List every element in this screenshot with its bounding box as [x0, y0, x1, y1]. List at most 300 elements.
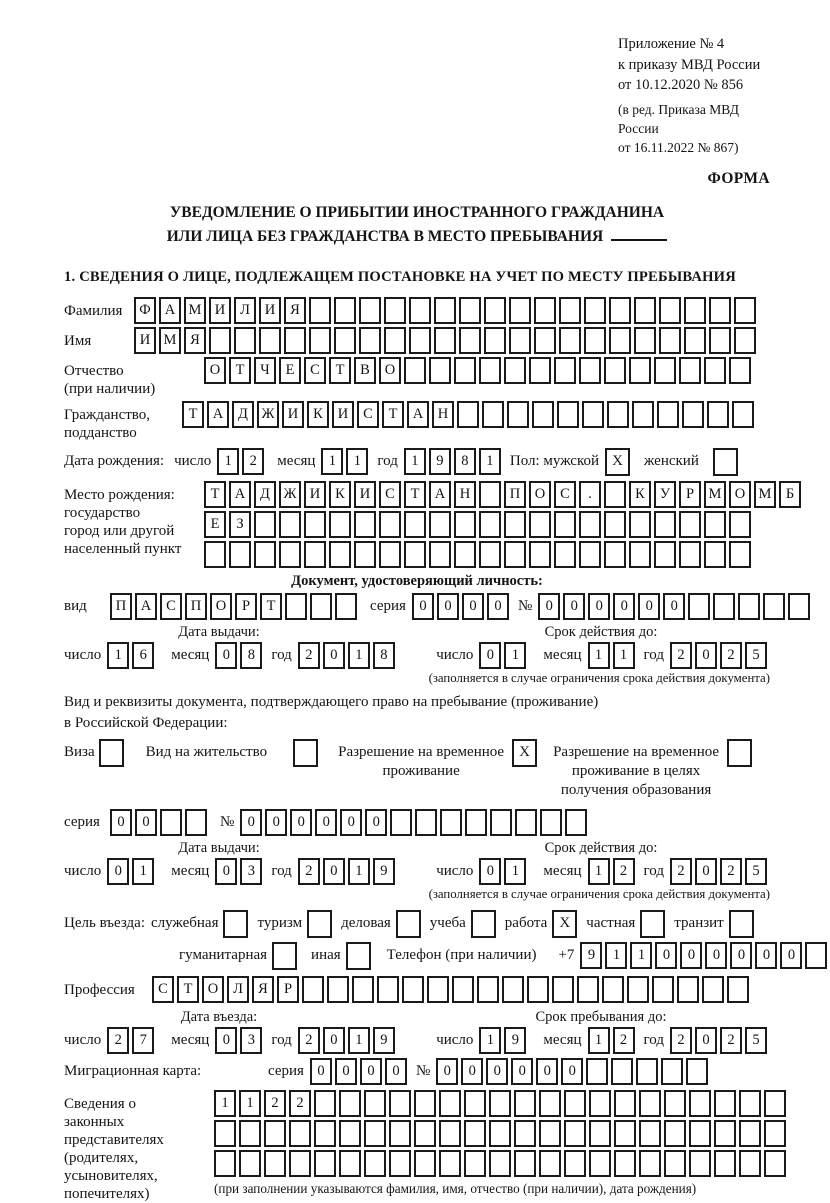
char-cell[interactable]	[304, 541, 326, 568]
char-cell[interactable]: 0	[486, 1058, 508, 1085]
char-cell[interactable]: 0	[462, 593, 484, 620]
char-cell[interactable]	[302, 976, 324, 1003]
char-cell[interactable]: 0	[290, 809, 312, 836]
char-cell[interactable]: А	[407, 401, 429, 428]
char-cell[interactable]	[334, 297, 356, 324]
char-cell[interactable]	[314, 1150, 336, 1177]
char-cell[interactable]	[507, 401, 529, 428]
char-cell[interactable]: 0	[437, 593, 459, 620]
char-cell[interactable]: 1	[239, 1090, 261, 1117]
char-cell[interactable]	[614, 1150, 636, 1177]
char-cell[interactable]	[738, 593, 760, 620]
char-cell[interactable]	[729, 357, 751, 384]
char-cell[interactable]	[459, 327, 481, 354]
purpose-checkbox-sluzhebnaya[interactable]	[223, 910, 248, 938]
char-cell[interactable]: 0	[323, 642, 345, 669]
char-cell[interactable]: 1	[404, 448, 426, 475]
char-cell[interactable]	[379, 511, 401, 538]
char-cell[interactable]: 0	[215, 858, 237, 885]
char-cell[interactable]	[684, 297, 706, 324]
char-cell[interactable]: П	[504, 481, 526, 508]
char-cell[interactable]	[679, 541, 701, 568]
char-cell[interactable]: 2	[298, 858, 320, 885]
char-cell[interactable]: И	[332, 401, 354, 428]
char-cell[interactable]: 1	[214, 1090, 236, 1117]
char-cell[interactable]	[689, 1090, 711, 1117]
char-cell[interactable]: 2	[242, 448, 264, 475]
char-cell[interactable]	[704, 511, 726, 538]
char-cell[interactable]	[264, 1120, 286, 1147]
char-cell[interactable]	[629, 357, 651, 384]
char-cell[interactable]	[504, 357, 526, 384]
char-cell[interactable]: 0	[755, 942, 777, 969]
char-cell[interactable]	[515, 809, 537, 836]
char-cell[interactable]	[352, 976, 374, 1003]
char-cell[interactable]: К	[329, 481, 351, 508]
char-cell[interactable]	[259, 327, 281, 354]
char-cell[interactable]	[579, 357, 601, 384]
char-cell[interactable]	[509, 327, 531, 354]
char-cell[interactable]	[504, 541, 526, 568]
char-cell[interactable]: .	[579, 481, 601, 508]
char-cell[interactable]	[464, 1120, 486, 1147]
char-cell[interactable]: 0	[613, 593, 635, 620]
char-cell[interactable]	[439, 1120, 461, 1147]
char-cell[interactable]: И	[134, 327, 156, 354]
char-cell[interactable]	[529, 511, 551, 538]
char-cell[interactable]	[589, 1120, 611, 1147]
char-cell[interactable]	[552, 976, 574, 1003]
char-cell[interactable]	[534, 297, 556, 324]
char-cell[interactable]: С	[160, 593, 182, 620]
char-cell[interactable]	[679, 357, 701, 384]
char-cell[interactable]	[465, 809, 487, 836]
char-cell[interactable]: 0	[638, 593, 660, 620]
purpose-checkbox-tranzit[interactable]	[729, 910, 754, 938]
char-cell[interactable]	[639, 1120, 661, 1147]
char-cell[interactable]: 9	[373, 858, 395, 885]
char-cell[interactable]: 0	[412, 593, 434, 620]
char-cell[interactable]	[264, 1150, 286, 1177]
char-cell[interactable]	[459, 297, 481, 324]
char-cell[interactable]: Т	[182, 401, 204, 428]
char-cell[interactable]	[454, 511, 476, 538]
char-cell[interactable]	[335, 593, 357, 620]
char-cell[interactable]: О	[729, 481, 751, 508]
char-cell[interactable]	[659, 327, 681, 354]
char-cell[interactable]: 9	[504, 1027, 526, 1054]
char-cell[interactable]: 2	[264, 1090, 286, 1117]
char-cell[interactable]: 0	[538, 593, 560, 620]
char-cell[interactable]	[554, 511, 576, 538]
char-cell[interactable]: 7	[132, 1027, 154, 1054]
char-cell[interactable]	[602, 976, 624, 1003]
char-cell[interactable]: У	[654, 481, 676, 508]
char-cell[interactable]	[739, 1150, 761, 1177]
char-cell[interactable]: 0	[107, 858, 129, 885]
char-cell[interactable]	[627, 976, 649, 1003]
char-cell[interactable]	[557, 401, 579, 428]
char-cell[interactable]	[704, 541, 726, 568]
char-cell[interactable]: 5	[745, 642, 767, 669]
char-cell[interactable]	[504, 511, 526, 538]
char-cell[interactable]: Т	[382, 401, 404, 428]
char-cell[interactable]	[160, 809, 182, 836]
char-cell[interactable]: 0	[110, 809, 132, 836]
char-cell[interactable]	[529, 357, 551, 384]
char-cell[interactable]: 0	[335, 1058, 357, 1085]
char-cell[interactable]	[634, 297, 656, 324]
char-cell[interactable]: 0	[461, 1058, 483, 1085]
char-cell[interactable]	[729, 541, 751, 568]
char-cell[interactable]: 1	[217, 448, 239, 475]
char-cell[interactable]: 1	[605, 942, 627, 969]
char-cell[interactable]: 1	[348, 642, 370, 669]
char-cell[interactable]	[279, 511, 301, 538]
char-cell[interactable]	[414, 1090, 436, 1117]
char-cell[interactable]	[559, 327, 581, 354]
temp-residence-edu-checkbox[interactable]	[727, 739, 752, 767]
char-cell[interactable]	[479, 357, 501, 384]
char-cell[interactable]: 0	[695, 858, 717, 885]
char-cell[interactable]: М	[184, 297, 206, 324]
char-cell[interactable]	[532, 401, 554, 428]
char-cell[interactable]: О	[529, 481, 551, 508]
char-cell[interactable]: 8	[240, 642, 262, 669]
char-cell[interactable]: 2	[289, 1090, 311, 1117]
char-cell[interactable]: 0	[135, 809, 157, 836]
char-cell[interactable]: 9	[580, 942, 602, 969]
char-cell[interactable]	[409, 297, 431, 324]
char-cell[interactable]: Т	[177, 976, 199, 1003]
char-cell[interactable]: 0	[663, 593, 685, 620]
purpose-checkbox-delovaya[interactable]	[396, 910, 421, 938]
char-cell[interactable]	[427, 976, 449, 1003]
char-cell[interactable]	[764, 1090, 786, 1117]
char-cell[interactable]: 0	[479, 642, 501, 669]
char-cell[interactable]: 5	[745, 1027, 767, 1054]
purpose-checkbox-rabota[interactable]: X	[552, 910, 577, 938]
char-cell[interactable]	[479, 481, 501, 508]
char-cell[interactable]: С	[379, 481, 401, 508]
char-cell[interactable]: Д	[254, 481, 276, 508]
char-cell[interactable]	[764, 1120, 786, 1147]
char-cell[interactable]	[614, 1090, 636, 1117]
char-cell[interactable]	[454, 541, 476, 568]
char-cell[interactable]: 1	[588, 642, 610, 669]
char-cell[interactable]	[452, 976, 474, 1003]
char-cell[interactable]	[539, 1090, 561, 1117]
char-cell[interactable]: Т	[329, 357, 351, 384]
char-cell[interactable]	[309, 297, 331, 324]
char-cell[interactable]	[284, 327, 306, 354]
char-cell[interactable]	[389, 1090, 411, 1117]
char-cell[interactable]	[414, 1120, 436, 1147]
char-cell[interactable]	[502, 976, 524, 1003]
char-cell[interactable]: 6	[132, 642, 154, 669]
char-cell[interactable]	[339, 1120, 361, 1147]
char-cell[interactable]	[289, 1150, 311, 1177]
char-cell[interactable]	[409, 327, 431, 354]
purpose-checkbox-gumanitarnaya[interactable]	[272, 942, 297, 970]
char-cell[interactable]: М	[754, 481, 776, 508]
char-cell[interactable]: С	[304, 357, 326, 384]
char-cell[interactable]	[489, 1090, 511, 1117]
char-cell[interactable]	[509, 297, 531, 324]
char-cell[interactable]	[415, 809, 437, 836]
char-cell[interactable]	[709, 297, 731, 324]
char-cell[interactable]	[677, 976, 699, 1003]
char-cell[interactable]: 0	[705, 942, 727, 969]
char-cell[interactable]	[686, 1058, 708, 1085]
char-cell[interactable]: 0	[780, 942, 802, 969]
char-cell[interactable]: 0	[479, 858, 501, 885]
char-cell[interactable]: И	[259, 297, 281, 324]
char-cell[interactable]	[389, 1120, 411, 1147]
char-cell[interactable]	[479, 511, 501, 538]
char-cell[interactable]	[239, 1120, 261, 1147]
char-cell[interactable]: С	[554, 481, 576, 508]
char-cell[interactable]	[564, 1090, 586, 1117]
char-cell[interactable]	[664, 1120, 686, 1147]
char-cell[interactable]	[402, 976, 424, 1003]
char-cell[interactable]	[729, 511, 751, 538]
char-cell[interactable]: 3	[240, 858, 262, 885]
char-cell[interactable]: Я	[284, 297, 306, 324]
char-cell[interactable]: О	[210, 593, 232, 620]
char-cell[interactable]	[429, 357, 451, 384]
char-cell[interactable]: Л	[234, 297, 256, 324]
char-cell[interactable]	[339, 1150, 361, 1177]
char-cell[interactable]	[514, 1090, 536, 1117]
char-cell[interactable]: 1	[346, 448, 368, 475]
char-cell[interactable]: Р	[277, 976, 299, 1003]
char-cell[interactable]: 1	[479, 1027, 501, 1054]
char-cell[interactable]	[682, 401, 704, 428]
char-cell[interactable]: 2	[613, 1027, 635, 1054]
char-cell[interactable]: Н	[432, 401, 454, 428]
char-cell[interactable]	[704, 357, 726, 384]
char-cell[interactable]	[689, 1120, 711, 1147]
purpose-checkbox-ucheba[interactable]	[471, 910, 496, 938]
char-cell[interactable]	[489, 1150, 511, 1177]
char-cell[interactable]: 0	[323, 858, 345, 885]
char-cell[interactable]: 1	[348, 1027, 370, 1054]
char-cell[interactable]	[579, 541, 601, 568]
char-cell[interactable]	[434, 327, 456, 354]
gender-male-checkbox[interactable]: X	[605, 448, 630, 476]
char-cell[interactable]: Ж	[257, 401, 279, 428]
char-cell[interactable]	[314, 1120, 336, 1147]
char-cell[interactable]: 5	[745, 858, 767, 885]
char-cell[interactable]	[439, 1150, 461, 1177]
char-cell[interactable]: 1	[588, 1027, 610, 1054]
char-cell[interactable]: А	[159, 297, 181, 324]
char-cell[interactable]	[661, 1058, 683, 1085]
char-cell[interactable]	[527, 976, 549, 1003]
char-cell[interactable]	[589, 1090, 611, 1117]
char-cell[interactable]	[554, 357, 576, 384]
char-cell[interactable]	[229, 541, 251, 568]
char-cell[interactable]	[289, 1120, 311, 1147]
char-cell[interactable]	[689, 1150, 711, 1177]
char-cell[interactable]	[384, 297, 406, 324]
char-cell[interactable]	[534, 327, 556, 354]
char-cell[interactable]: 2	[670, 642, 692, 669]
char-cell[interactable]	[359, 297, 381, 324]
char-cell[interactable]: М	[159, 327, 181, 354]
char-cell[interactable]	[539, 1150, 561, 1177]
char-cell[interactable]: 2	[670, 858, 692, 885]
char-cell[interactable]: С	[357, 401, 379, 428]
char-cell[interactable]: 0	[436, 1058, 458, 1085]
char-cell[interactable]: И	[304, 481, 326, 508]
char-cell[interactable]: Т	[229, 357, 251, 384]
char-cell[interactable]	[688, 593, 710, 620]
char-cell[interactable]: 0	[215, 1027, 237, 1054]
char-cell[interactable]	[185, 809, 207, 836]
char-cell[interactable]	[805, 942, 827, 969]
char-cell[interactable]	[664, 1090, 686, 1117]
char-cell[interactable]	[639, 1090, 661, 1117]
char-cell[interactable]: Т	[204, 481, 226, 508]
char-cell[interactable]	[629, 541, 651, 568]
char-cell[interactable]: Н	[454, 481, 476, 508]
char-cell[interactable]	[214, 1120, 236, 1147]
char-cell[interactable]: П	[110, 593, 132, 620]
char-cell[interactable]: Д	[232, 401, 254, 428]
char-cell[interactable]: Ф	[134, 297, 156, 324]
char-cell[interactable]	[727, 976, 749, 1003]
char-cell[interactable]: 2	[720, 642, 742, 669]
char-cell[interactable]	[611, 1058, 633, 1085]
char-cell[interactable]	[377, 976, 399, 1003]
char-cell[interactable]	[309, 327, 331, 354]
char-cell[interactable]	[364, 1150, 386, 1177]
char-cell[interactable]	[359, 327, 381, 354]
char-cell[interactable]	[634, 327, 656, 354]
char-cell[interactable]: 1	[321, 448, 343, 475]
char-cell[interactable]: Л	[227, 976, 249, 1003]
char-cell[interactable]	[484, 297, 506, 324]
char-cell[interactable]: 0	[655, 942, 677, 969]
char-cell[interactable]: 1	[504, 858, 526, 885]
char-cell[interactable]: А	[207, 401, 229, 428]
char-cell[interactable]	[604, 511, 626, 538]
char-cell[interactable]	[609, 327, 631, 354]
char-cell[interactable]	[285, 593, 307, 620]
char-cell[interactable]: 2	[298, 1027, 320, 1054]
char-cell[interactable]	[684, 327, 706, 354]
char-cell[interactable]	[314, 1090, 336, 1117]
char-cell[interactable]: И	[282, 401, 304, 428]
char-cell[interactable]	[354, 541, 376, 568]
char-cell[interactable]	[327, 976, 349, 1003]
char-cell[interactable]	[604, 541, 626, 568]
char-cell[interactable]	[429, 511, 451, 538]
char-cell[interactable]	[586, 1058, 608, 1085]
char-cell[interactable]	[679, 511, 701, 538]
char-cell[interactable]	[564, 1150, 586, 1177]
char-cell[interactable]	[604, 481, 626, 508]
char-cell[interactable]	[354, 511, 376, 538]
char-cell[interactable]: М	[704, 481, 726, 508]
purpose-checkbox-turizm[interactable]	[307, 910, 332, 938]
char-cell[interactable]	[713, 593, 735, 620]
char-cell[interactable]	[579, 511, 601, 538]
char-cell[interactable]: И	[354, 481, 376, 508]
char-cell[interactable]	[214, 1150, 236, 1177]
char-cell[interactable]	[589, 1150, 611, 1177]
char-cell[interactable]	[584, 297, 606, 324]
char-cell[interactable]: Ж	[279, 481, 301, 508]
char-cell[interactable]: Ч	[254, 357, 276, 384]
char-cell[interactable]	[514, 1150, 536, 1177]
char-cell[interactable]: 0	[563, 593, 585, 620]
char-cell[interactable]	[234, 327, 256, 354]
char-cell[interactable]	[434, 297, 456, 324]
purpose-checkbox-chastnaya[interactable]	[640, 910, 665, 938]
char-cell[interactable]	[364, 1090, 386, 1117]
char-cell[interactable]: Р	[235, 593, 257, 620]
char-cell[interactable]	[709, 327, 731, 354]
char-cell[interactable]: Т	[404, 481, 426, 508]
char-cell[interactable]: А	[429, 481, 451, 508]
char-cell[interactable]: 0	[385, 1058, 407, 1085]
char-cell[interactable]	[490, 809, 512, 836]
char-cell[interactable]	[654, 357, 676, 384]
char-cell[interactable]: 0	[487, 593, 509, 620]
char-cell[interactable]	[379, 541, 401, 568]
gender-female-checkbox[interactable]	[713, 448, 738, 476]
char-cell[interactable]: 0	[360, 1058, 382, 1085]
char-cell[interactable]	[464, 1150, 486, 1177]
char-cell[interactable]	[254, 511, 276, 538]
char-cell[interactable]	[457, 401, 479, 428]
char-cell[interactable]	[554, 541, 576, 568]
char-cell[interactable]	[364, 1120, 386, 1147]
char-cell[interactable]	[654, 541, 676, 568]
char-cell[interactable]: 2	[298, 642, 320, 669]
char-cell[interactable]: 0	[365, 809, 387, 836]
char-cell[interactable]	[636, 1058, 658, 1085]
char-cell[interactable]: 0	[680, 942, 702, 969]
char-cell[interactable]	[609, 297, 631, 324]
char-cell[interactable]	[607, 401, 629, 428]
char-cell[interactable]	[584, 327, 606, 354]
char-cell[interactable]: И	[209, 297, 231, 324]
char-cell[interactable]	[632, 401, 654, 428]
char-cell[interactable]	[639, 1150, 661, 1177]
char-cell[interactable]: 9	[373, 1027, 395, 1054]
char-cell[interactable]: 0	[588, 593, 610, 620]
char-cell[interactable]	[389, 1150, 411, 1177]
char-cell[interactable]: 0	[315, 809, 337, 836]
char-cell[interactable]	[334, 327, 356, 354]
temp-residence-checkbox[interactable]: X	[512, 739, 537, 767]
char-cell[interactable]: 2	[613, 858, 635, 885]
char-cell[interactable]	[664, 1150, 686, 1177]
char-cell[interactable]: 8	[373, 642, 395, 669]
char-cell[interactable]	[707, 401, 729, 428]
char-cell[interactable]: 0	[323, 1027, 345, 1054]
char-cell[interactable]: 0	[511, 1058, 533, 1085]
char-cell[interactable]	[714, 1090, 736, 1117]
char-cell[interactable]: 0	[240, 809, 262, 836]
visa-checkbox[interactable]	[99, 739, 124, 767]
char-cell[interactable]: Е	[279, 357, 301, 384]
char-cell[interactable]	[464, 1090, 486, 1117]
